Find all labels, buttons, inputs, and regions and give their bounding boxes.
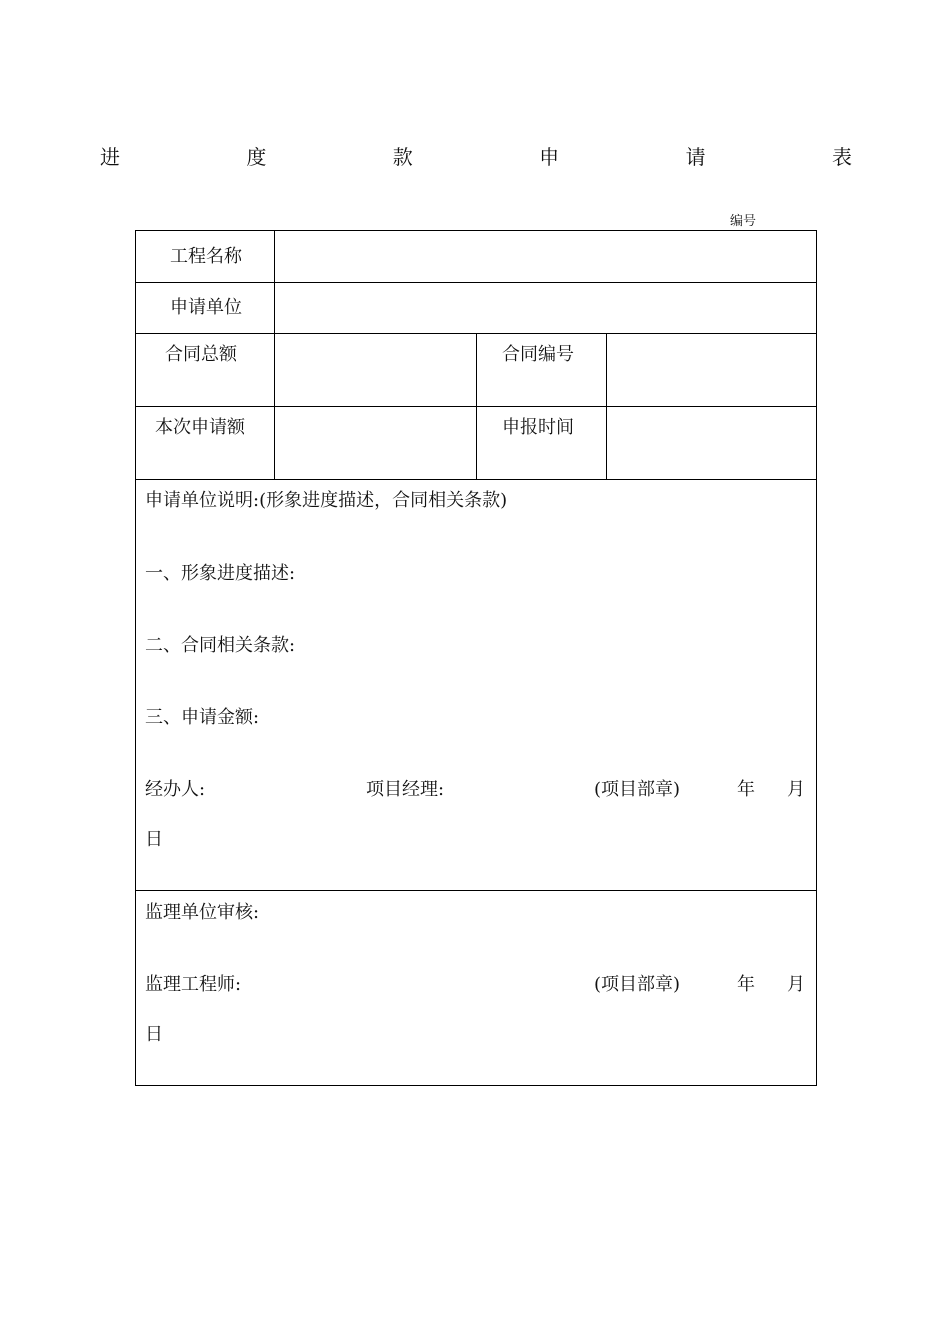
title-char-1: 进 xyxy=(100,145,120,169)
column-divider xyxy=(476,333,477,479)
current-request-field[interactable] xyxy=(275,407,476,479)
form-title xyxy=(100,142,852,172)
application-form-table xyxy=(135,230,817,1086)
month-label: 月 xyxy=(787,779,805,800)
project-name-label: 工程名称 xyxy=(170,246,242,267)
title-char-3: 款 xyxy=(392,145,413,169)
progress-description-item: 一、形象进度描述: xyxy=(145,563,296,584)
year-label: 年 xyxy=(737,779,755,800)
report-time-label: 申报时间 xyxy=(502,417,574,438)
project-seal-label: (项目部章) xyxy=(594,779,681,800)
contract-total-field[interactable] xyxy=(275,334,476,406)
current-request-label: 本次申请额 xyxy=(155,417,245,438)
supervising-engineer-label: 监理工程师: xyxy=(145,974,242,995)
project-name-field[interactable] xyxy=(275,231,816,282)
title-char-2: 度 xyxy=(246,145,267,169)
applicant-field[interactable] xyxy=(275,283,816,333)
contract-number-field[interactable] xyxy=(607,334,816,406)
contract-total-label: 合同总额 xyxy=(165,344,237,365)
title-char-4: 申 xyxy=(539,145,560,169)
row-divider xyxy=(136,479,816,480)
serial-number-label: 编号 xyxy=(730,214,757,229)
supervisor-seal-label: (项目部章) xyxy=(594,974,681,995)
contract-terms-item: 二、合同相关条款: xyxy=(145,635,296,656)
title-char-6: 表 xyxy=(831,145,852,169)
supervisor-month-label: 月 xyxy=(787,974,805,995)
contract-number-label: 合同编号 xyxy=(502,344,574,365)
report-time-field[interactable] xyxy=(607,407,816,479)
supervisor-review-heading: 监理单位审核: xyxy=(145,902,260,923)
applicant-label: 申请单位 xyxy=(170,297,242,318)
title-char-5: 请 xyxy=(685,145,706,169)
project-manager-label: 项目经理: xyxy=(366,779,445,800)
supervisor-day-label: 日 xyxy=(145,1024,163,1045)
applicant-description-heading: 申请单位说明:(形象进度描述，合同相关条款) xyxy=(145,490,508,511)
supervisor-year-label: 年 xyxy=(737,974,755,995)
request-amount-item: 三、申请金额: xyxy=(145,707,260,728)
row-divider xyxy=(136,890,816,891)
day-label: 日 xyxy=(145,829,163,850)
handler-label: 经办人: xyxy=(145,779,206,800)
